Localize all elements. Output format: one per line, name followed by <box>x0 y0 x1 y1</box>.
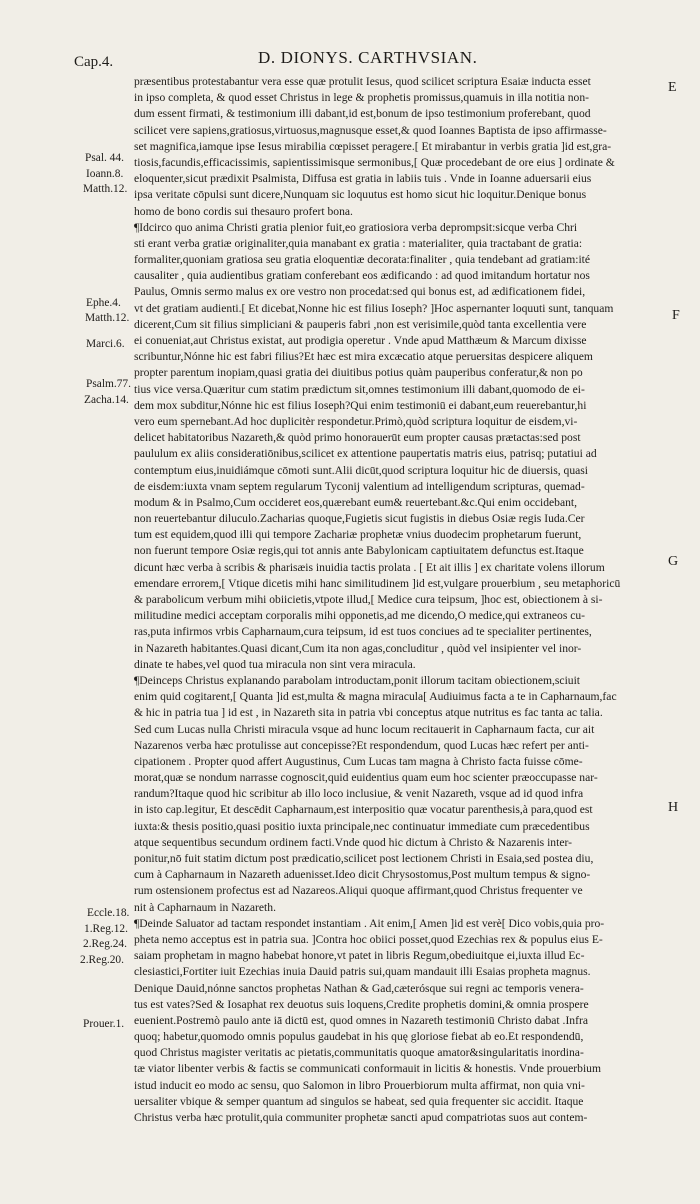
text-line: tum est equidem,quod illi qui tempore Zachariæ prophetæ vnius duodecim prophetarum fuerunt, <box>134 528 582 542</box>
text-line: ei conueniat,aut Christus existat, aut prodigia operetur . Vnde apud Matthæum & Marcum dixisse <box>134 334 587 347</box>
text-line: non reuertebantur diluculo.Zacharias quoque,Fugietis sicut fugistis in diebus Osiæ regis Iuda.Cer <box>134 512 585 526</box>
text-line: quod Christus magister veritatis ac pietatis,communitatis quoque amator&singularitatis inordina- <box>134 1046 584 1060</box>
text-line: ponitur,nō fuit statim dictum post prædicatio,scilicet post lectionem Christi in Esaia,sed postea diu, <box>134 852 594 865</box>
margin-note: 2.Reg.24. <box>83 938 127 950</box>
text-line: Sed cum Lucas nulla Christi miracula vsque ad hunc locum recitauerit in Capharnaum facta, cur ait <box>134 722 595 736</box>
text-line: ¶Deinceps Christus explanando parabolam introductam,ponit illorum tacitam obiectionem,sciuit <box>134 673 581 687</box>
section-letter-f: F <box>672 308 680 323</box>
text-line: dicerent,Cum sit filius simpliciani & pauperis fabri ,non est verisimile,quòd tanta excellentia vere <box>134 317 587 331</box>
text-line: scilicet vere sapiens,gratiosus,virtuosus,magnusque esset,& quod Ioannes Baptista de ipso affirmasse- <box>134 123 607 137</box>
text-line: de eisdem:iuxta vnam septem regularum Tyconij valentium ad intelligendum scripturas, quemad- <box>134 479 585 493</box>
main-text <box>134 74 662 1126</box>
text-line: militudine medici acceptam corporalis mihi opponetis,ad me dicendo,O medice,qui extraneos cu- <box>134 609 586 623</box>
text-line: scribuntur,Nónne hic est fabri filius?Et hæc est mira excæcatio atque peruersitas despicere aliquem <box>134 350 593 364</box>
text-line: propter parentum inopiam,quasi gratia dei diuitibus potius quàm pauperibus conferatur,& non po <box>134 366 583 380</box>
text-line: ¶Idcirco quo anima Christi gratia plenior fuit,eo gratiosiora verba deprompsit:sicque verba Chri <box>134 220 578 234</box>
margin-note: Prouer.1. <box>83 1018 125 1030</box>
text-line: paululum ex aliis consideratiōnibus,scilicet ex attentione paupertatis matris eius, patrisq; putatiui ad <box>134 447 597 461</box>
text-line: dinate te habes,vel quod tua miracula non sint vera miracula. <box>134 657 416 671</box>
text-line: euenient.Postremò paulo ante iā dictū est, quod omnes in Nazareth testimoniū Christo dabat .Infra <box>134 1013 588 1027</box>
section-letter-e: E <box>668 80 677 95</box>
text-line: enim quid cogitarent,[ Quanta ]id est,multa & magna miracula[ Audiuimus facta a te in Capharnaum,fac <box>134 690 617 704</box>
text-line: formaliter,quoniam gratiosa seu gratia eloquentiæ decorata:finaliter , quia tendebant ad gratiam:ité <box>134 253 591 267</box>
text-line: ras,puta infirmos vrbis Capharnaum,cura teipsum, id est tuos conciues ad te specialiter pertinentes, <box>134 625 592 639</box>
text-line: tæ viator libenter verbis & factis se communicati conformauit in licitis & honestis. Vnde prouerbium <box>134 1062 601 1076</box>
text-line: quoq; habetur,quomodo omnis populus gaudebat in his quę gloriose fiebat ab eo.Et respondendū, <box>134 1030 584 1044</box>
text-line: dem mox subditur,Nónne hic est filius Ioseph?Qui enim testimoniū ei dabant,eum reuerebantur,hi <box>134 398 587 412</box>
text-line: tiosis,facundis,efficacissimis, sapientissimisque sermonibus,[ Quæ procedebant de ore eius ] ordinate & <box>134 155 615 169</box>
text-line: homo de bono cordis sui thesauro profert bona. <box>134 204 353 218</box>
text-line: tius vice versa.Quæritur cum statim prædictum sit,omnes testimonium illi dabant,quomodo de ei- <box>134 382 585 396</box>
running-title: D. DIONYS. CARTHVSIAN. <box>258 48 478 67</box>
text-line: cum à Capharnaum in Nazareth aduenisset.Ideo dicit Chrysostomus,Post multum tempus & signo- <box>134 868 591 882</box>
text-line: vt det gratiam audienti.[ Et dicebat,Nonne hic est filius Ioseph? ]Hoc aspernanter loquuti sunt, tanquam <box>134 301 614 315</box>
margin-note: Ioann.8. <box>86 168 124 180</box>
text-line: contemptum eius,inuidiámque cōmoti sunt.Alii dicūt,quod scriptura loquitur hic de diuersis, quasi <box>134 463 589 477</box>
text-line: tus est vates?Sed & Iosaphat rex deuotus suis loquens,Credite prophetis domini,& omnia prospere <box>134 997 589 1011</box>
text-line: Nazarenos verba hæc protulisse aut concepisse?Et respondendum, quod Lucas hæc refert per anti- <box>134 738 589 752</box>
text-line: in Nazareth habitantes.Quasi dicant,Cum ita non agas,concluditur , quòd vel insipienter vel inor- <box>134 641 582 655</box>
text-line: vero eum spernebant.Ad hoc duplicitèr respondetur.Primò,quòd scriptura loquitur de eisdem,vi- <box>134 414 578 428</box>
text-line: randum?Itaque quod hic scribitur ab illo loco inclusiue, & venit Nazareth, vsque ad id quod infra <box>134 787 584 801</box>
section-letter-h: H <box>668 800 679 815</box>
text-line: & hic in patria tua ] id est , in Nazareth sita in patria vbi conceptus atque nutritus es fac tanta ac talia. <box>134 706 603 720</box>
text-line: saiam prophetam in magno habebat honore,vt patet in libris Regum,obediuitque ei,iuxta illud Ec- <box>134 949 585 963</box>
margin-note: Marci.6. <box>86 338 125 350</box>
text-line: & parabolicum verbum mihi obiicietis,vtpote illud,[ Medice cura teipsum, ]hoc est, obiectionem à si- <box>134 593 603 606</box>
text-line: dum essent firmati, & testimonium illi dabant,id est,bonum de ipso testimonium proferebant, quod <box>134 107 591 121</box>
margin-note: Psal. 44. <box>85 152 124 164</box>
text-line: emendare errorem,[ Vtique dicetis mihi hanc similitudinem ]id est,vulgare prouerbium , seu metaphoricū <box>134 576 621 590</box>
margin-note: Matth.12. <box>83 183 128 195</box>
margin-note: Matth.12. <box>85 312 130 324</box>
margin-note: 1.Reg.12. <box>84 923 128 935</box>
text-line: uersaliter vbique & semper quantum ad singulos se habeat, sed quia frequenter sic accidit. Itaque <box>134 1094 584 1108</box>
text-line: Paulus, Omnis sermo malus ex ore vestro non procedat:sed qui bonus est, ad ædificationem fidei, <box>134 285 586 299</box>
text-line: in isto cap.legitur, Et descēdit Capharnaum,est interpositio quæ vocatur parenthesis,à para,quod est <box>134 803 593 817</box>
chapter-label: Cap.4. <box>74 54 114 70</box>
text-line: dicunt hæc verba à scribis & pharisæis inuidia tactis prolata . [ Et ait illis ] ex charitate volens illorum <box>134 560 605 574</box>
text-line: in ipso completa, & quod esset Christus in lege & prophetis promissus,quamuis in illa notitia non- <box>134 91 590 105</box>
text-line: modum & in Psalmo,Cum occideret eos,quærebant eum& reuertebant.&c.Qui enim occidebant, <box>134 495 578 509</box>
text-line: eloquenter,sicut prædixit Psalmista, Diffusa est gratia in labiis tuis . Vnde in Ioanne aduersarii eius <box>134 172 592 186</box>
text-line: Christus verba hæc protulit,quia communiter prophetæ sancti apud compatriotas suos aut contem- <box>134 1111 588 1124</box>
margin-note: Zacha.14. <box>84 394 129 406</box>
text-line: causaliter , quia audientibus gratiam conferebant eos ædificando : ad quod imitandum hortatur nos <box>134 269 590 283</box>
text-line: rum ostensionem profectus est ad Nazareos.Aliqui quoque affirmant,quod Christus frequenter ve <box>134 884 583 898</box>
margin-note: Psalm.77. <box>86 378 131 390</box>
text-line: pheta nemo acceptus est in patria sua. ]Contra hoc obiici posset,quod Ezechias rex & populus eius E- <box>134 932 603 946</box>
margin-note: 2.Reg.20. <box>80 954 124 966</box>
text-line: istud inducit eo modo ac sensu, quo Salomon in libro Prouerbiorum multa affirmat, non quia vni- <box>134 1078 585 1092</box>
text-line: set magnifica,iamque ipse Iesus mirabilia cœpisset peragere.[ Et mirabantur in verbis gratia ]id est,gra- <box>134 139 612 153</box>
text-line: nit à Capharnaum in Nazareth. <box>134 900 276 914</box>
margin-note: Ephe.4. <box>86 297 121 309</box>
text-line: morat,quæ se nondum narrasse cognoscit,quid euidentius quam eum hoc scienter præoccupasse nar- <box>134 771 598 785</box>
text-line: non fuerunt tempore Osiæ regis,qui tot annis ante Babylonicam captiuitatem defunctus est.Itaque <box>134 544 584 558</box>
text-line: Denique Dauid,nónne sanctos prophetas Nathan & Gad,cæterósque sui regni ac temporis venera- <box>134 981 584 995</box>
section-letter-g: G <box>668 554 679 569</box>
text-line: cipationem . Propter quod affert Augustinus, Cum Lucas tam magna à Christo facta fuisse cōme- <box>134 754 583 768</box>
text-line: sti erant verba gratiæ originaliter,quia manabant ex gratia : materialiter, quia tractabant de gratia: <box>134 236 583 250</box>
margin-note: Eccle.18. <box>87 907 130 919</box>
text-line: iuxta:& thesis positio,quasi positio iuxta principale,nec continuatur immediate cum præcedentibus <box>134 819 590 833</box>
text-line: præsentibus protestabantur vera esse quæ protulit Iesus, quod scilicet scriptura Esaiæ inducta esset <box>134 75 591 88</box>
text-line: clesiastici,Fortiter iuit Ezechias inuia Dauid patris sui,quam mandauit illi Esaias propheta magnus. <box>134 965 591 979</box>
text-line: atque sequentibus secundum ordinem facti.Vnde quod hic dictum à Christo & Nazarenis inter- <box>134 835 572 849</box>
text-line: ipsa veritate cōpulsi sunt dicere,Nunquam sic loquutus est homo sicut hic loquitur.Denique bonus <box>134 188 587 202</box>
text-line: delicet habitatoribus Nazareth,& quòd primo honorauerūt eum propter causas prætactas:sed post <box>134 431 581 445</box>
text-line: ¶Deinde Saluator ad tactam respondet instantiam . Ait enim,[ Amen ]id est verè[ Dico vobis,quia pro- <box>134 916 605 930</box>
